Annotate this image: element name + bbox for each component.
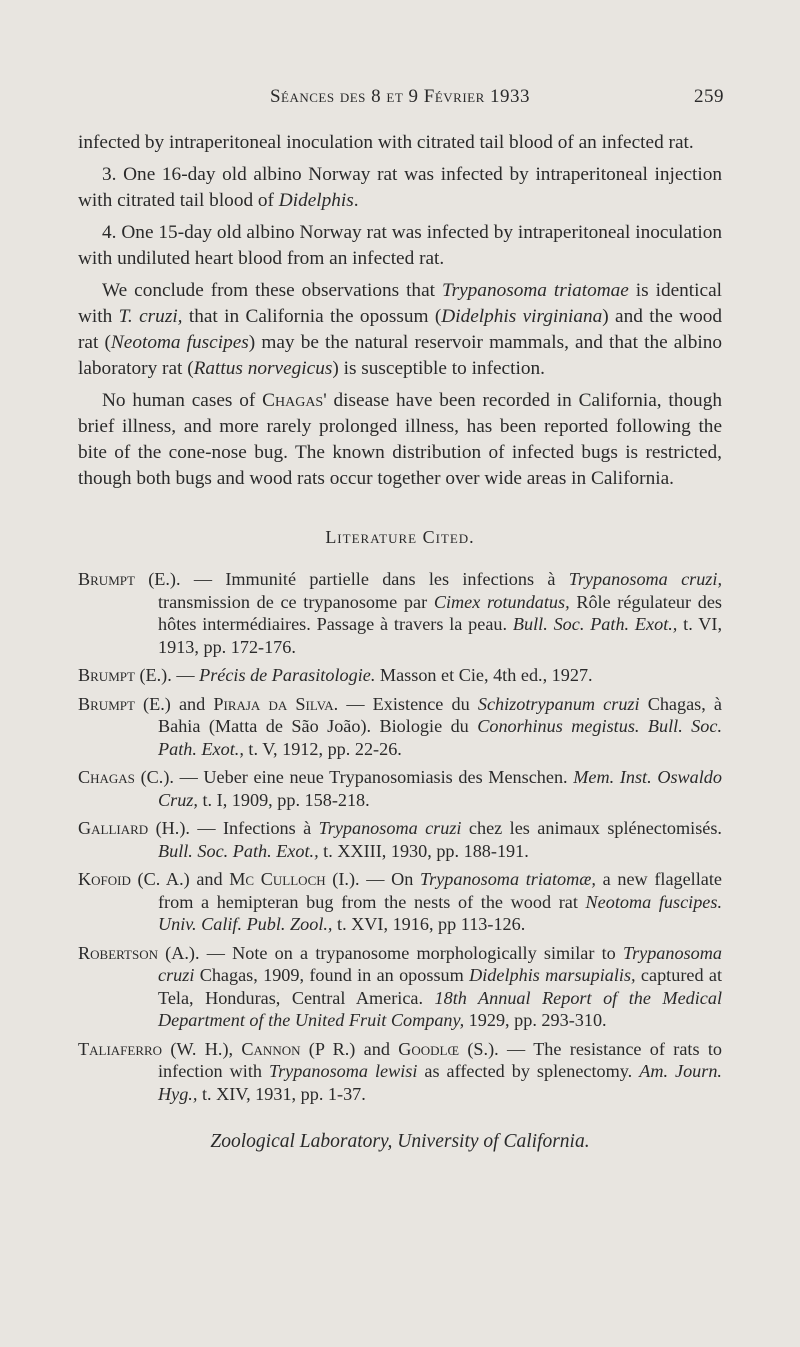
ref-text: captured at Tela, Honduras, Central America. (158, 965, 722, 1008)
ref-text: chez les animaux splénectomisés. (461, 818, 722, 838)
ref-italic: Bull. Soc. Path. Exot., (158, 840, 319, 861)
ref-coauthor: Piraja da Silva. (213, 693, 339, 714)
ref-italic: Trypanosoma cruzi, (568, 569, 722, 589)
item3-text: 3. One 16-day old albino Norway rat was infected by intraperitoneal injection with citrated tail blood of (78, 164, 722, 211)
reference-item (78, 817, 722, 862)
reference-item (78, 868, 722, 936)
ref-author: Brumpt (78, 665, 135, 685)
chagas-text-1: No human cases of (102, 390, 263, 411)
ref-coauthor: Goodlœ (398, 1038, 460, 1059)
ref-coauthor: Cannon (241, 1038, 301, 1059)
reference-item (78, 664, 722, 687)
conclusion-text-2: is identical with (78, 280, 722, 327)
conclusion-text-4: ) and the wood rat ( (78, 306, 722, 353)
reference-item (78, 693, 722, 761)
literature-heading: Literature Cited. (325, 527, 475, 547)
reference-item (78, 1038, 722, 1106)
ref-text: (H.). — Infections à (148, 818, 319, 838)
ref-text: t. VI, 1913, pp. 172-176. (158, 614, 723, 657)
paragraph-chagas (78, 388, 722, 492)
conclusion-text-6: ) is susceptible to infection. (332, 358, 545, 379)
ref-italic: Bull. Soc. Path. Exot., (512, 614, 678, 634)
conclusion-italic-3: Didelphis virginiana (441, 306, 603, 327)
item3-end: . (353, 190, 359, 211)
reference-list (78, 568, 722, 1105)
ref-text: t. XIV, 1931, pp. 1-37. (197, 1083, 366, 1104)
conclusion-text-5: ) may be the natural reservoir mammals, and that the albino laboratory rat ( (78, 332, 722, 379)
ref-text: Chagas, à Bahia (Matta de São João). Biologie du (158, 693, 722, 736)
ref-author: Chagas (78, 767, 135, 787)
ref-text: t. I, 1909, pp. 158-218. (197, 789, 370, 810)
ref-text: (E.). — Immunité partielle dans les infections à (134, 569, 569, 589)
ref-text: a new flagellate from a hemipteran bug from the nests of the wood rat (158, 869, 722, 912)
ref-italic: Neotoma fuscipes. Univ. Calif. Publ. Zool., (158, 891, 722, 934)
ref-italic: Didelphis marsupialis, (469, 965, 636, 985)
ref-text: (E.) and (134, 693, 214, 714)
conclusion-italic-4: Neotoma fuscipes (110, 332, 249, 353)
ref-text: Chagas, 1909, found in an opossum (194, 965, 470, 985)
paragraph-item-3 (78, 162, 722, 214)
conclusion-italic-5: Rattus norvegicus (193, 358, 333, 379)
conclusion-italic-2: T. cruzi, (118, 306, 183, 327)
ref-author: Galliard (78, 818, 149, 838)
ref-author: Brumpt (78, 693, 135, 714)
ref-italic: Conorhinus megistus. Bull. Soc. Path. Exot., (158, 716, 722, 759)
ref-author: Kofoid (78, 869, 131, 889)
ref-italic: Cimex rotundatus, (433, 591, 570, 612)
ref-italic: Trypanosoma triatomæ, (420, 869, 596, 889)
reference-item (78, 942, 722, 1032)
ref-italic: Am. Journ. Hyg., (158, 1061, 722, 1104)
ref-text: (C.). — Ueber eine neue Trypanosomiasis des Menschen. (134, 767, 574, 787)
ref-text: (I.). — On (325, 869, 420, 889)
ref-italic: Schizotrypanum cruzi (477, 693, 640, 714)
ref-italic: Trypanosoma lewisi (268, 1061, 418, 1081)
running-header (76, 86, 724, 116)
body-text (78, 130, 722, 1155)
item3-italic: Didelphis (278, 190, 354, 211)
ref-text: (A.). — Note on a trypanosome morphologically similar to (157, 942, 623, 963)
ref-italic: Trypanosoma cruzi (318, 818, 462, 838)
ref-text: (C. A.) and (130, 869, 230, 889)
ref-author: Brumpt (78, 569, 135, 589)
ref-text: (W. H.), (162, 1038, 242, 1059)
ref-text: — Existence du (338, 693, 478, 714)
conclusion-text-3: that in California the opossum ( (182, 306, 442, 327)
ref-author: Taliaferro (78, 1038, 163, 1059)
ref-text: (P R.) and (300, 1038, 399, 1059)
conclusion-text-1: We conclude from these observations that (102, 280, 442, 301)
ref-text: (E.). — (134, 665, 200, 685)
ref-text: 1929, pp. 293-310. (464, 1010, 607, 1030)
ref-text: Masson et Cie, 4th ed., 1927. (375, 665, 593, 685)
institution-signature: Zoological Laboratory, University of California. (210, 1131, 590, 1152)
ref-italic: 18th Annual Report of the Medical Department of the United Fruit Company, (158, 987, 723, 1030)
paragraph-continuation: infected by intraperitoneal inoculation with citrated tail blood of an infected rat. (78, 132, 694, 153)
ref-author: Robertson (78, 942, 158, 963)
ref-italic: Mem. Inst. Oswaldo Cruz, (158, 767, 722, 810)
conclusion-italic-1: Trypanosoma triatomae (441, 280, 629, 301)
paragraph-item-4: 4. One 15-day old albino Norway rat was infected by intraperitoneal inoculation with undiluted heart blood from an infected rat. (78, 222, 722, 269)
paragraph-conclusion (78, 278, 722, 382)
reference-item (78, 568, 722, 658)
ref-italic: Trypanosoma cruzi (158, 942, 722, 985)
ref-text: Rôle régulateur des hôtes intermédiaires. Passage à travers la peau. (158, 591, 722, 634)
chagas-text-2: ' disease have been recorded in California, though brief illness, and more rarely prolonged illness, has been reported following the bite of the cone-nose bug. The known distribution of infected bugs is restricted, though both bugs and wood rats occur together over wide areas in California. (78, 390, 722, 489)
chagas-name: Chagas (262, 390, 324, 411)
ref-text: t. XXIII, 1930, pp. 188-191. (318, 840, 529, 861)
ref-coauthor: Mc Culloch (229, 869, 326, 889)
running-title: Séances des 8 et 9 Février 1933 (269, 86, 531, 107)
ref-italic: Précis de Parasitologie. (199, 665, 376, 685)
ref-text: transmission de ce trypanosome par (158, 591, 434, 612)
reference-item (78, 766, 722, 811)
ref-text: t. V, 1912, pp. 22-26. (243, 738, 402, 759)
page-number: 259 (694, 86, 724, 107)
ref-text: as affected by splenectomy. (417, 1061, 640, 1081)
ref-text: t. XVI, 1916, pp 113-126. (332, 914, 526, 934)
ref-text: (S.). — The resistance of rats to infection with (158, 1038, 722, 1081)
